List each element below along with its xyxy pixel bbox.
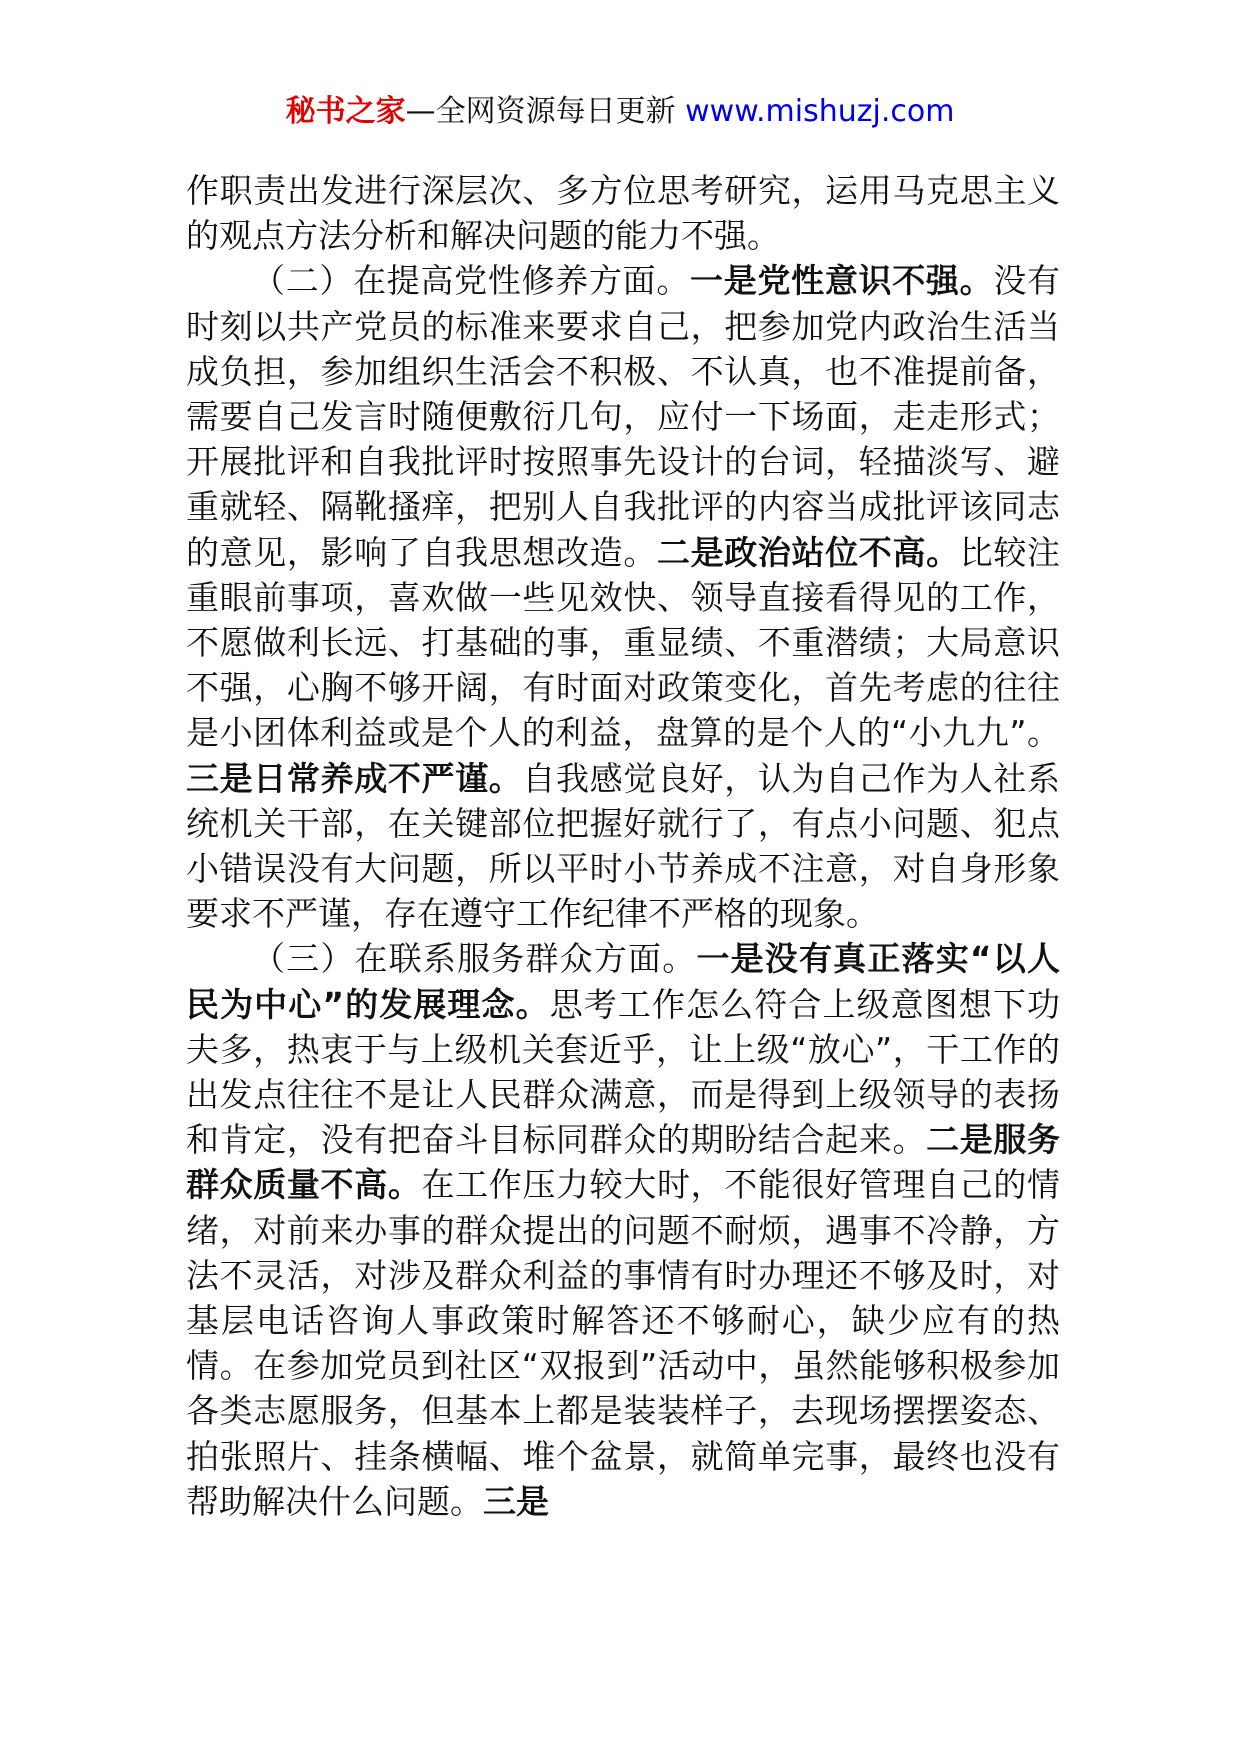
paragraph-heading: （三）在联系服务群众方面。 [252,939,697,979]
bold-point-2: 二是服务群众质量不高。 [186,1120,1061,1205]
bold-point-1: 一是没有真正落实“以人民为中心”的发展理念。 [186,939,1060,1024]
paragraph-text: 作职责出发进行深层次、多方位思考研究，运用马克思主义的观点方法分析和解决问题的能力不强。 [186,171,1060,256]
site-url-link[interactable]: www.mishuzj.com [685,94,955,129]
paragraph-text: 自我感觉良好，认为自己作为人社系统机关干部，在关键部位把握好就行了，有点小问题、犯点小错误没有大问题，所以平时小节养成不注意，对自身形象要求不严谨，存在遵守工作纪律不严格的现象。 [186,758,1061,934]
paragraph-text: 思考工作怎么符合上级意图想下功夫多，热衷于与上级机关套近乎，让上级“放心”，干工作的出发点往往不是让人民群众满意，而是得到上级领导的表扬和肯定，没有把奋斗目标同群众的期盼结合起来。 [186,984,1060,1160]
paragraph-party-spirit [186,258,1060,936]
paragraph-serving-masses [186,936,1060,1524]
site-header [0,92,1240,132]
brand-name: 秘书之家 [285,94,406,129]
paragraph-text: 比较注重眼前事项，喜欢做一些见效快、领导直接看得见的工作，不愿做利长远、打基础的事，重显绩、不重潜绩；大局意识不强，心胸不够开阔，有时面对政策变化，首先考虑的往往是小团体利益或是个人的利益，盘算的是个人的“小九九”。 [186,532,1061,753]
paragraph-continuation [186,168,1060,258]
header-tagline: —全网资源每日更新 [405,94,676,129]
document-body [186,168,1060,1524]
paragraph-text: 没有时刻以共产党员的标准来要求自己，把参加党内政治生活当成负担，参加组织生活会不积极、不认真，也不准提前备，需要自己发言时随便敷衍几句，应付一下场面，走走形式；开展批评和自我批评时按照事先设计的台词，轻描淡写、避重就轻、隔靴搔痒，把别人自我批评的内容当成批评该同志的意见，影响了自我思想改造。 [186,261,1061,572]
bold-point-3: 三是 [483,1481,549,1521]
paragraph-text: 在工作压力较大时，不能很好管理自己的情绪，对前来办事的群众提出的问题不耐烦，遇事不冷静，方法不灵活，对涉及群众利益的事情有时办理还不够及时，对基层电话咨询人事政策时解答还不够耐心，缺少应有的热情。在参加党员到社区“双报到”活动中，虽然能够积极参加各类志愿服务，但基本上都是装装样子，去现场摆摆姿态、拍张照片、挂条横幅、堆个盆景，就简单完事，最终也没有帮助解决什么问题。 [186,1165,1061,1521]
bold-point-2: 二是政治站位不高。 [656,532,960,572]
bold-point-1: 一是党性意识不强。 [690,261,994,301]
bold-point-3: 三是日常养成不严谨。 [186,758,523,798]
paragraph-heading: （二）在提高党性修养方面。 [252,261,691,301]
